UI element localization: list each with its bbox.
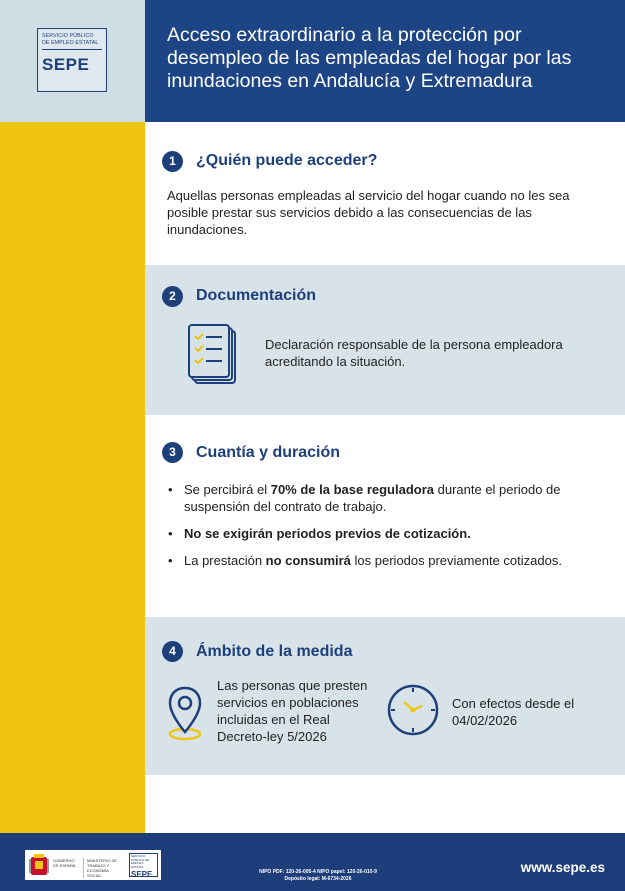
logo-subtitle-2: DE EMPLEO ESTATAL (42, 39, 99, 46)
section-title: Cuantía y duración (196, 444, 341, 461)
footer (0, 833, 625, 891)
clock-icon (386, 683, 440, 737)
footer-sepe-logo: SERVICIO PÚBLICO DE EMPLEO ESTATAL SEPE (129, 853, 158, 877)
effective-date-text: Con efectos desde el 04/02/2026 (452, 696, 575, 728)
section-who-can-access (145, 122, 625, 265)
footer-logos (25, 850, 161, 880)
section-title: Ámbito de la medida (196, 643, 353, 660)
coat-of-arms-icon (29, 853, 49, 877)
nipo-info: NIPO PDF: 120-26-005-4 NIPO papel: 120-26-010-9 Depósito legal: M-6734-2026 (259, 869, 377, 882)
location-pin-icon (167, 685, 203, 743)
list-item: • La prestación no consumirá los periodos previamente cotizados. (165, 552, 615, 569)
section-amount-duration (145, 415, 625, 617)
sepe-logo (37, 28, 107, 92)
section-title: Documentación (196, 287, 317, 304)
gobierno-text: GOBIERNO DE ESPAÑA (53, 858, 76, 868)
page-title: Acceso extraordinario a la protección por desempleo de las empleadas del hogar por las inundaciones en Andalucía y Extremadura (167, 24, 572, 92)
website-link[interactable]: www.sepe.es (520, 860, 605, 875)
logo-panel (0, 0, 145, 122)
section-documentation (145, 265, 625, 415)
section-title: ¿Quién puede acceder? (196, 152, 378, 169)
logo-subtitle-1: SERVICIO PÚBLICO (42, 33, 94, 39)
section-text: Declaración responsable de la persona empleadora acreditando la situación. (265, 337, 563, 369)
list-item: • No se exigirán periodos previos de cotización. (165, 525, 615, 542)
section-text: Aquellas personas empleadas al servicio del hogar cuando no les sea posible prestar sus servicios debido a las consecuencias de las inundaciones. (167, 188, 570, 237)
bullet-list (165, 481, 615, 579)
section-number-badge: 3 (162, 442, 183, 463)
list-item: • Se percibirá el 70% de la base reguladora durante el periodo de suspensión del contrato de trabajo. (165, 481, 615, 515)
section-scope (145, 617, 625, 775)
section-number-badge: 4 (162, 641, 183, 662)
ministerio-text: MINISTERIO DE TRABAJO Y ECONOMÍA SOCIAL (83, 858, 123, 878)
logo-name: SEPE (42, 55, 90, 74)
section-number-badge: 2 (162, 286, 183, 307)
yellow-sidebar (0, 122, 145, 833)
section-number-badge: 1 (162, 151, 183, 172)
document-checklist-icon (187, 323, 239, 387)
location-text: Las personas que presten servicios en poblaciones incluidas en el Real Decreto-ley 5/2026 (217, 678, 368, 744)
header-banner (145, 0, 625, 122)
